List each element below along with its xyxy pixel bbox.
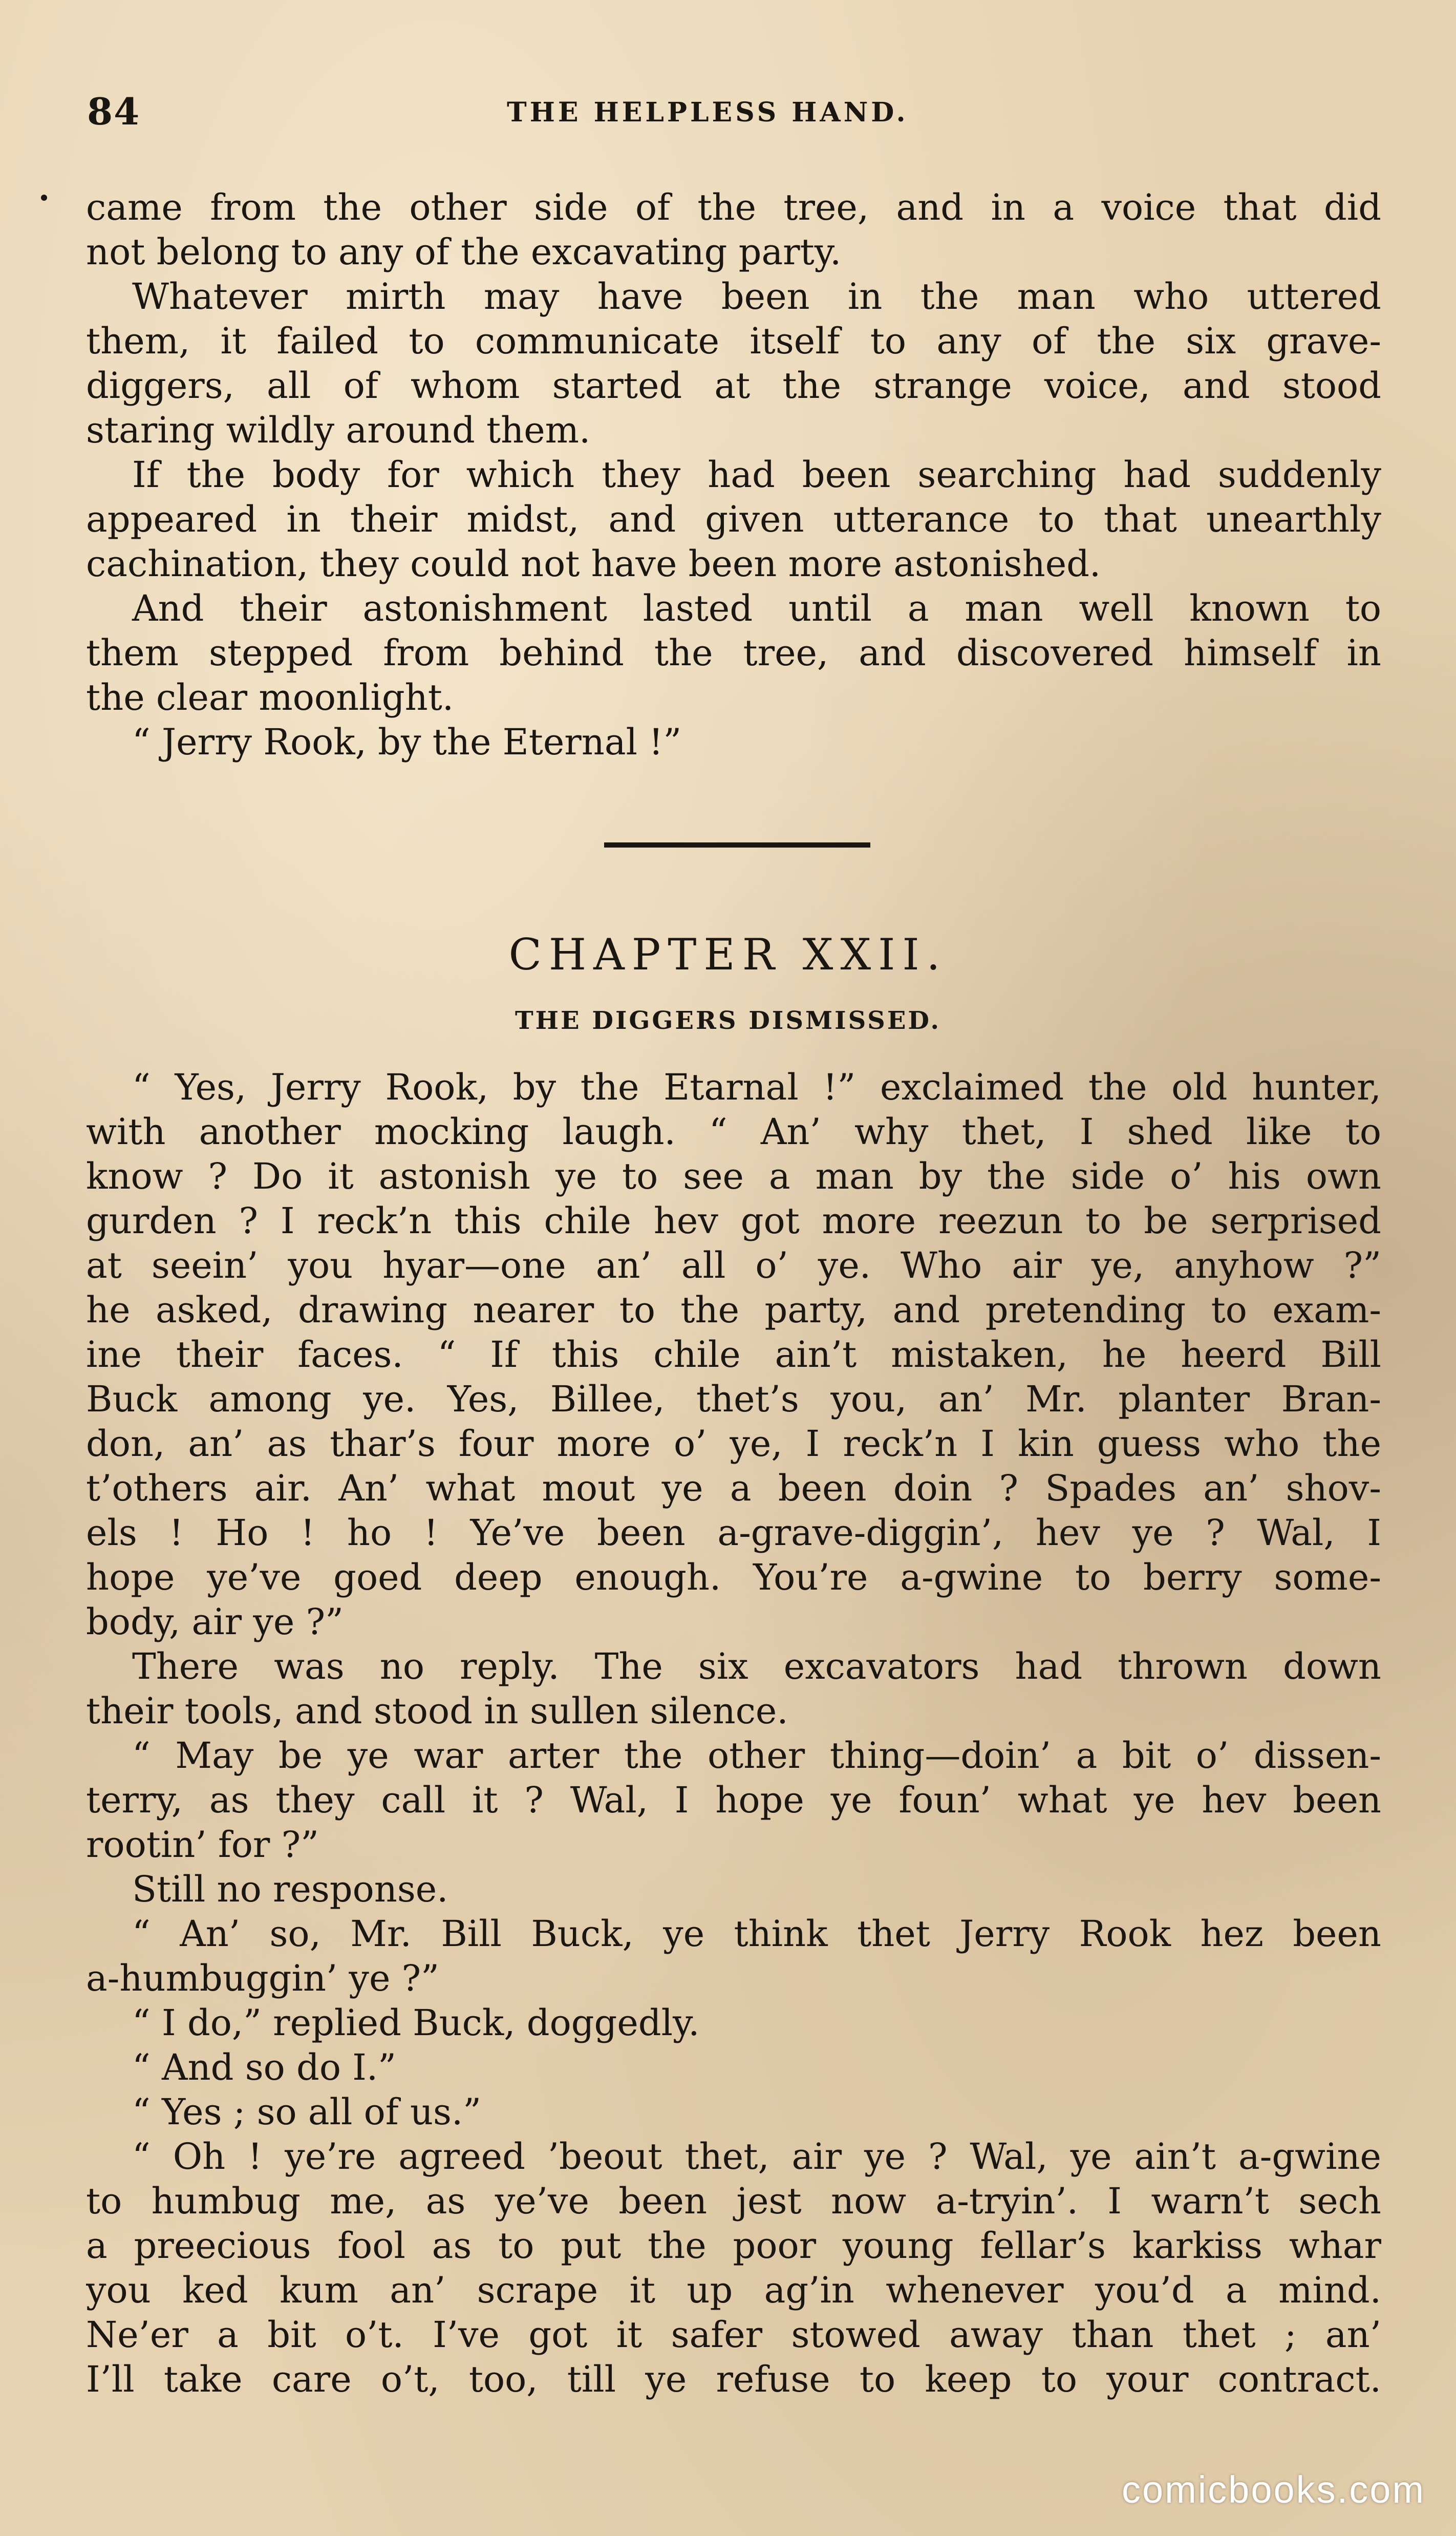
chapter-subtitle: THE DIGGERS DISMISSED. <box>515 1006 941 1035</box>
text-line: If the body for which they had been searching had suddenly <box>132 454 1381 496</box>
text-line: with another mocking laugh. “ An’ why thet, I shed like to <box>86 1111 1381 1153</box>
running-head <box>87 90 1382 136</box>
text-line: I’ll take care o’t, too, till ye refuse to keep to your contract. <box>86 2358 1381 2400</box>
text-line: rootin’ for ?” <box>86 1824 319 1866</box>
text-line: “ Yes, Jerry Rook, by the Etarnal !” exclaimed the old hunter, <box>132 1066 1381 1108</box>
text-line: “ Yes ; so all of us.” <box>132 2091 482 2133</box>
text-line: a-humbuggin’ ye ?” <box>86 1957 439 1999</box>
text-line: you ked kum an’ scrape it up ag’in whenever you’d a mind. <box>86 2269 1381 2311</box>
text-line: terry, as they call it ? Wal, I hope ye foun’ what ye hev been <box>86 1779 1381 1821</box>
text-line: gurden ? I reck’n this chile hev got more reezun to be serprised <box>86 1200 1381 1242</box>
text-line: them stepped from behind the tree, and discovered himself in <box>86 632 1381 674</box>
text-line: don, an’ as thar’s four more o’ ye, I reck’n I kin guess who the <box>86 1423 1381 1465</box>
chapter-heading: CHAPTER XXII. <box>508 929 948 980</box>
text-line: “ May be ye war arter the other thing—doin’ a bit o’ dissen- <box>132 1735 1381 1777</box>
running-head-title: THE HELPLESS HAND. <box>507 97 909 128</box>
text-line: “ An’ so, Mr. Bill Buck, ye think thet Jerry Rook hez been <box>132 1913 1381 1955</box>
text-line: not belong to any of the excavating party. <box>86 231 842 273</box>
text-line: els ! Ho ! ho ! Ye’ve been a-grave-diggin’, hev ye ? Wal, I <box>86 1512 1381 1554</box>
text-line: And their astonishment lasted until a man well known to <box>132 587 1381 629</box>
text-line: to humbug me, as ye’ve been jest now a-tryin’. I warn’t sech <box>86 2180 1381 2222</box>
page-number: 84 <box>87 90 141 133</box>
text-line: hope ye’ve goed deep enough. You’re a-gwine to berry some- <box>86 1556 1381 1598</box>
text-line: t’others air. An’ what mout ye a been doin ? Spades an’ shov- <box>86 1467 1381 1509</box>
text-line: their tools, and stood in sullen silence. <box>86 1690 788 1732</box>
text-line: he asked, drawing nearer to the party, and pretending to exam- <box>86 1289 1381 1331</box>
text-line: staring wildly around them. <box>86 409 591 451</box>
text-line: know ? Do it astonish ye to see a man by the side o’ his own <box>86 1155 1381 1197</box>
text-line: Still no response. <box>132 1868 448 1910</box>
text-line: cachination, they could not have been more astonished. <box>86 543 1101 585</box>
text-line: them, it failed to communicate itself to any of the six grave- <box>86 320 1381 362</box>
text-line: appeared in their midst, and given utterance to that unearthly <box>86 498 1381 540</box>
text-line: There was no reply. The six excavators had thrown down <box>132 1645 1381 1687</box>
text-line: “ And so do I.” <box>132 2046 396 2088</box>
text-line: “ Oh ! ye’re agreed ’beout thet, air ye ? Wal, ye ain’t a-gwine <box>132 2136 1381 2178</box>
text-line: came from the other side of the tree, and in a voice that did <box>86 186 1381 228</box>
text-line: Buck among ye. Yes, Billee, thet’s you, an’ Mr. planter Bran- <box>86 1378 1381 1420</box>
text-block-chapter <box>86 1065 1381 2402</box>
text-line: “ I do,” replied Buck, doggedly. <box>132 2002 700 2044</box>
text-line: ine their faces. “ If this chile ain’t mistaken, he heerd Bill <box>86 1334 1381 1376</box>
text-line: the clear moonlight. <box>86 677 454 718</box>
section-rule <box>604 842 870 848</box>
margin-mark <box>41 195 47 201</box>
text-line: at seein’ you hyar—one an’ all o’ ye. Who air ye, anyhow ?” <box>86 1244 1381 1286</box>
text-line: Ne’er a bit o’t. I’ve got it safer stowed away than thet ; an’ <box>86 2314 1381 2356</box>
text-line: body, air ye ?” <box>86 1601 344 1643</box>
site-watermark: comicbooks.com <box>1121 2468 1425 2511</box>
text-line: “ Jerry Rook, by the Eternal !” <box>132 721 682 763</box>
text-block-before-chapter <box>86 185 1381 765</box>
text-line: a preecious fool as to put the poor young fellar’s karkiss whar <box>86 2225 1381 2267</box>
text-line: diggers, all of whom started at the strange voice, and stood <box>86 365 1381 407</box>
text-line: Whatever mirth may have been in the man who uttered <box>132 276 1381 318</box>
